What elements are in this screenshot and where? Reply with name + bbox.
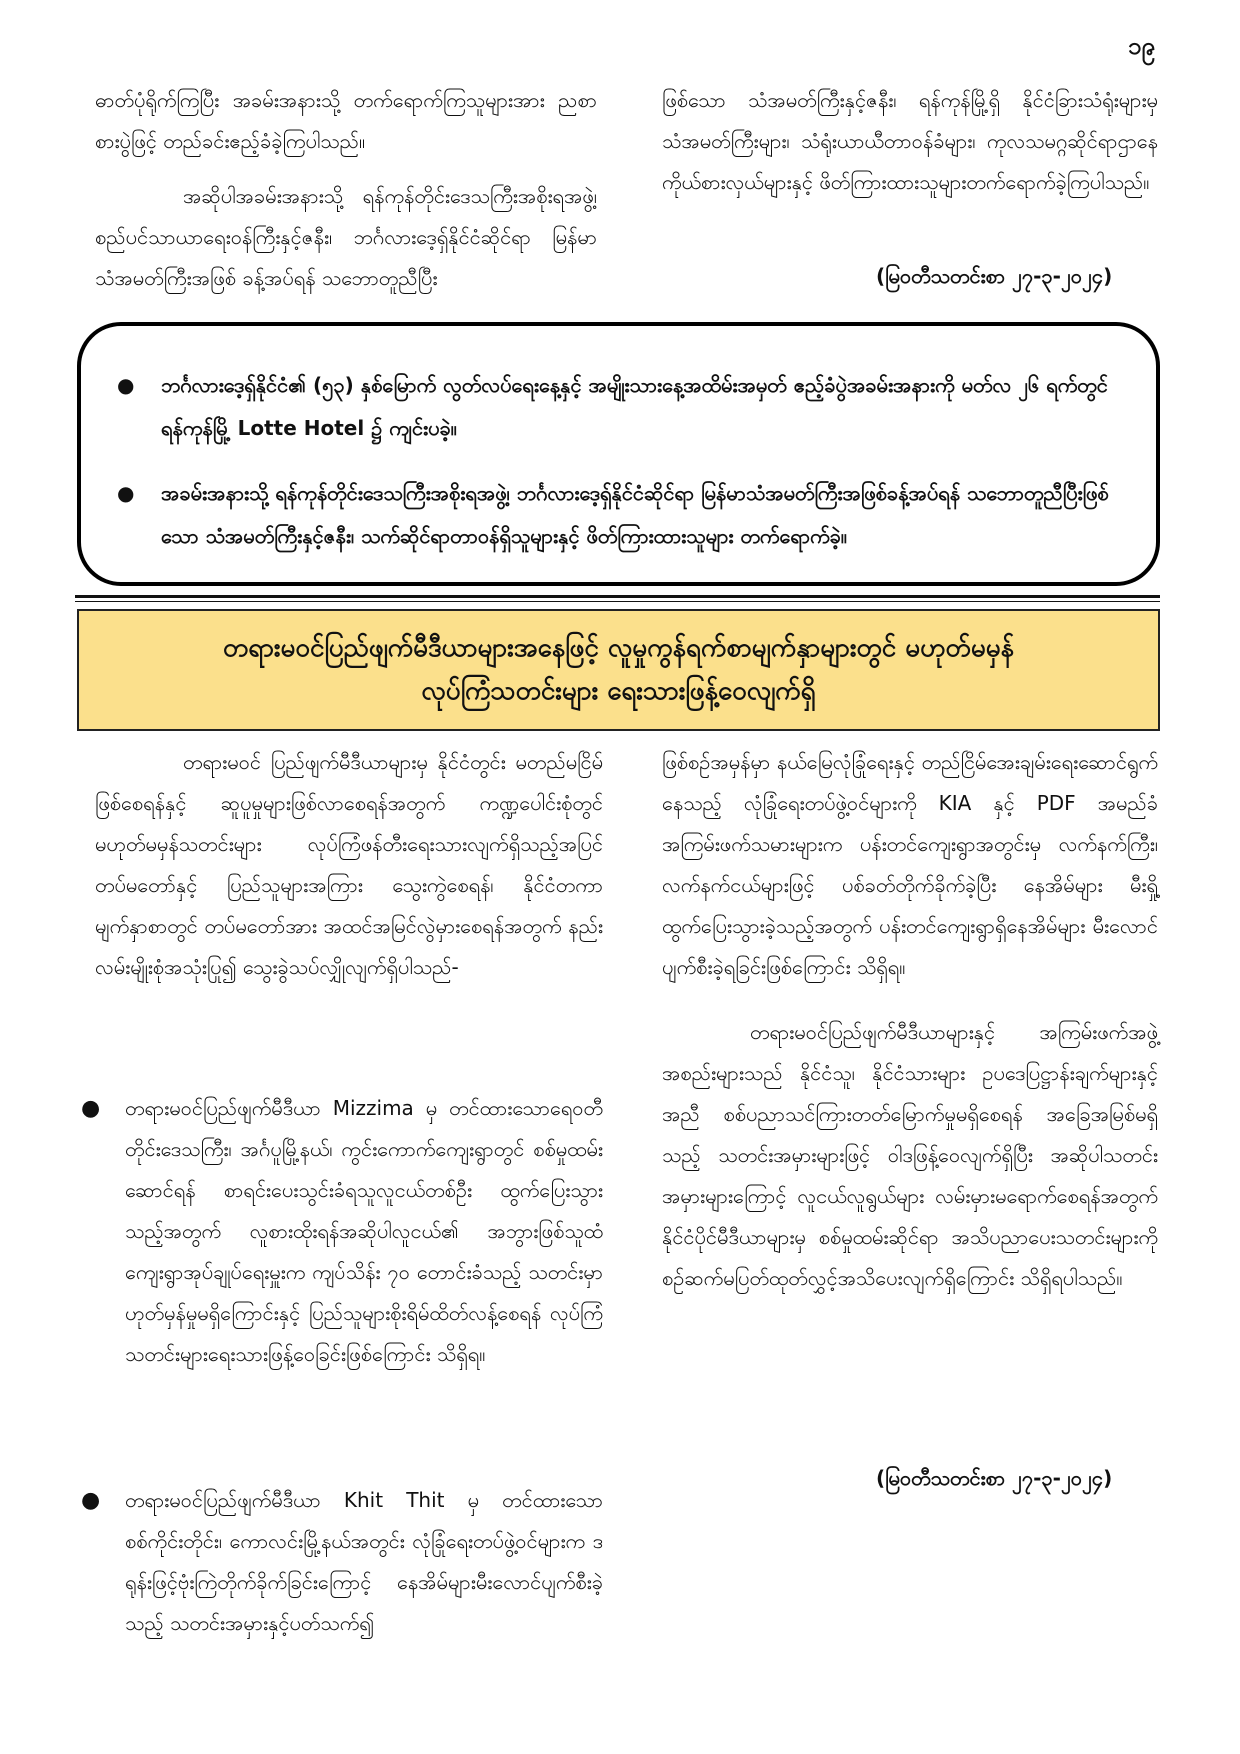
paragraph: ဖြစ်စဉ်အမှန်မှာ နယ်မြေလုံခြုံရေးနှင့် တည်ငြိမ်အေးချမ်းရေးဆောင်ရွက်နေသည့် လုံခြုံရေးတပ်ဖွဲ့ဝင်များကို KIA နှင့် PDF အမည်ခံအကြမ်းဖက်သမားများက ပန်းတင်ကျေးရွာအတွင်းမှ လက်နက်ကြီး၊ လက်နက်ငယ်များဖြင့် ပစ်ခတ်တိုက်ခိုက်ခဲ့ပြီး နေအိမ်များ မီးရှို့ထွက်ပြေးသွားခဲ့သည့်အတွက် ပန်းတင်ကျေးရွာရှိနေအိမ်များ မီးလောင်ပျက်စီးခဲ့ရခြင်းဖြစ်ကြောင်း သိရှိရ။ xyxy=(662,750,1158,979)
bullet-icon: ● xyxy=(81,1096,101,1121)
headline-line: တရားမဝင်ပြည်ဖျက်မီဒီယာများအနေဖြင့် လူမှုကွန်ရက်စာမျက်နှာများတွင် မဟုတ်မမှန် xyxy=(222,633,1015,663)
paragraph: တရားမဝင်ပြည်ဖျက်မီဒီယာများနှင့် အကြမ်းဖက်အဖွဲ့အစည်းများသည် နိုင်ငံသူ၊ နိုင်ငံသားများ ဥပဒေပြဋ္ဌာန်းချက်များနှင့်အညီ စစ်ပညာသင်ကြားတတ်မြောက်မှုမရှိစေရန် အခြေအမြစ်မရှိသည့် သတင်းအမှားများဖြင့် ဝါဒဖြန့်ဝေလျက်ရှိပြီး အဆိုပါသတင်းအမှားများကြောင့် လူငယ်လူရွယ်များ လမ်းမှားမရောက်စေရန်အတွက် နိုင်ငံပိုင်မီဒီယာများမှ စစ်မှုထမ်းဆိုင်ရာ အသိပညာပေးသတင်းများကို စဉ်ဆက်မပြတ်ထုတ်လွှင့်အသိပေးလျက်ရှိကြောင်း သိရှိရပါသည်။ xyxy=(662,1020,1158,1290)
headline-line: လုပ်ကြံသတင်းများ ရေးသားဖြန့်ဝေလျက်ရှိ xyxy=(421,676,816,706)
article-headline xyxy=(77,609,1160,731)
article-intro xyxy=(95,742,603,988)
summary-item xyxy=(111,364,1126,450)
bullet-icon: ● xyxy=(117,481,135,505)
paragraph: အဆိုပါအခမ်းအနားသို့ ရန်ကုန်တိုင်းဒေသကြီးအစိုးရအဖွဲ့၊ စည်ပင်သာယာရေးဝန်ကြီးနှင့်ဇနီး၊ ဘင်္ဂလားဒေ့ရှ်နိုင်ငံဆိုင်ရာ မြန်မာသံအမတ်ကြီးအဖြစ် ခန့်အပ်ရန် သဘောတူညီပြီး xyxy=(95,184,597,290)
paragraph: ဖြစ်သော သံအမတ်ကြီးနှင့်ဇနီး၊ ရန်ကုန်မြို့ရှိ နိုင်ငံခြားသံရုံးများမှ သံအမတ်ကြီးများ၊ သံရုံးယာယီတာဝန်ခံများ၊ ကုလသမဂ္ဂဆိုင်ရာဌာနေ ကိုယ်စားလှယ်များနှင့် ဖိတ်ကြားထားသူများတက်ရောက်ခဲ့ကြပါသည်။ xyxy=(662,88,1158,194)
top-right-column xyxy=(662,80,1158,203)
summary-box xyxy=(77,322,1160,586)
bullet-icon: ● xyxy=(81,1488,101,1513)
source-citation: (မြဝတီသတင်းစာ ၂၇-၃-၂၀၂၄) xyxy=(876,1466,1113,1490)
source-citation: (မြဝတီသတင်းစာ ၂၇-၃-၂၀၂၄) xyxy=(876,264,1113,288)
top-left-column xyxy=(95,80,597,299)
page-number: ၁၉ xyxy=(1128,32,1155,60)
paragraph: တရားမဝင် ပြည်ဖျက်မီဒီယာများမှ နိုင်ငံတွင်း မတည်မငြိမ်ဖြစ်စေရန်နှင့် ဆူပူမှုများဖြစ်လာစေရန်အတွက် ကဏ္ဍပေါင်းစုံတွင် မဟုတ်မမှန်သတင်းများ လုပ်ကြံဖန်တီးရေးသားလျက်ရှိသည့်အပြင် တပ်မတော်နှင့် ပြည်သူများအကြား သွေးကွဲစေရန်၊ နိုင်ငံတကာမျက်နှာစာတွင် တပ်မတော်အား အထင်အမြင်လွဲမှားစေရန်အတွက် နည်းလမ်းမျိုးစုံအသုံးပြု၍ သွေးခွဲသပ်လျှိုလျက်ရှိပါသည်- xyxy=(95,750,603,979)
divider xyxy=(75,601,1160,602)
summary-text: ဘင်္ဂလားဒေ့ရှ်နိုင်ငံ၏ (၅၃) နှစ်မြောက် လွတ်လပ်ရေးနေ့နှင့် အမျိုးသားနေ့အထိမ်းအမှတ် ဧည့်ခံပွဲအခမ်းအနားကို မတ်လ ၂၆ ရက်တွင် ရန်ကုန်မြို့ Lotte Hotel ၌ ကျင်းပခဲ့။ xyxy=(161,373,1108,440)
bullet-text: တရားမဝင်ပြည်ဖျက်မီဒီယာ Khit Thit မှ တင်ထားသောစစ်ကိုင်းတိုင်း၊ ကောလင်းမြို့နယ်အတွင်း လုံခြုံရေးတပ်ဖွဲ့ဝင်များက ဒရုန်းဖြင့်ဗုံးကြဲတိုက်ခိုက်ခြင်းကြောင့် နေအိမ်များမီးလောင်ပျက်စီးခဲ့သည့် သတင်းအမှားနှင့်ပတ်သက်၍ xyxy=(125,1488,603,1635)
bullet-text: တရားမဝင်ပြည်ဖျက်မီဒီယာ Mizzima မှ တင်ထားသောရေဝတီတိုင်းဒေသကြီး၊ အင်္ဂပူမြို့နယ်၊ ကွင်းကောက်ကျေးရွာတွင် စစ်မှုထမ်းဆောင်ရန် စာရင်းပေးသွင်းခံရသူလူငယ်တစ်ဦး ထွက်ပြေးသွားသည့်အတွက် လူစားထိုးရန်အဆိုပါလူငယ်၏ အဘွားဖြစ်သူထံ ကျေးရွာအုပ်ချုပ်ရေးမှူးက ကျပ်သိန်း ၇၀ တောင်းခံသည့် သတင်းမှာ ဟုတ်မှန်မှုမရှိကြောင်းနှင့် ပြည်သူများစိုးရိမ်ထိတ်လန့်စေရန် လုပ်ကြံသတင်းများရေးသားဖြန့်ဝေခြင်းဖြစ်ကြောင်း သိရှိရ။ xyxy=(125,1096,603,1366)
divider xyxy=(75,595,1160,598)
summary-text: အခမ်းအနားသို့ ရန်ကုန်တိုင်းဒေသကြီးအစိုးရအဖွဲ့၊ ဘင်္ဂလားဒေ့ရှ်နိုင်ငံဆိုင်ရာ မြန်မာသံအမတ်ကြီးအဖြစ်ခန့်အပ်ရန် သဘောတူညီပြီးဖြစ်သော သံအမတ်ကြီးနှင့်ဇနီး၊ သက်ဆိုင်ရာတာဝန်ရှိသူများနှင့် ဖိတ်ကြားထားသူများ တက်ရောက်ခဲ့။ xyxy=(161,481,1109,548)
article-right-column xyxy=(662,742,1158,1299)
article-bullet xyxy=(75,1480,603,1644)
summary-item xyxy=(111,472,1126,558)
article-bullet xyxy=(75,1088,603,1375)
paragraph: ဓာတ်ပုံရိုက်ကြပြီး အခမ်းအနားသို့ တက်ရောက်ကြသူများအား ညစာစားပွဲဖြင့် တည်ခင်းဧည့်ခံခဲ့ကြပါသည်။ xyxy=(95,88,597,153)
bullet-icon: ● xyxy=(117,373,135,397)
